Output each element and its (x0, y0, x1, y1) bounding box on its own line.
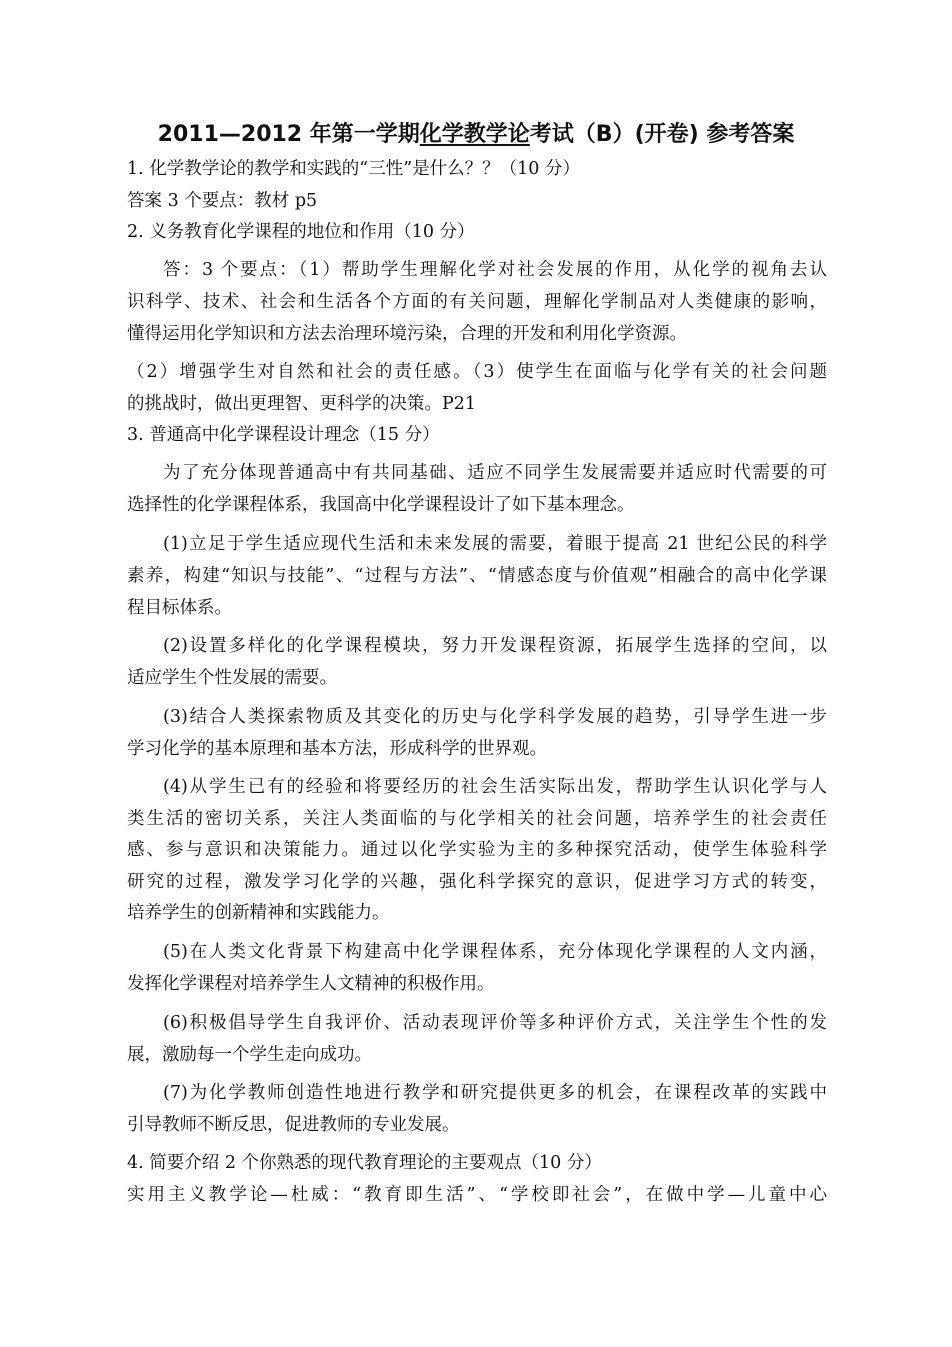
answer-2-line: 答：3 个要点：（1）帮助学生理解化学对社会发展的作用，从化学的视角去认 (163, 260, 827, 280)
question-3: 3. 普通高中化学课程设计理念（15 分） (127, 425, 440, 445)
question-1: 1. 化学教学论的教学和实践的“三性”是什么？？（10 分） (127, 159, 580, 179)
principle-4-line: 感、参与意识和决策能力。通过以化学实验为主的多种探究活动，使学生体验科学 (127, 840, 827, 860)
answer-3-intro-line: 为了充分体现普通高中有共同基础、适应不同学生发展需要并适应时代需要的可 (163, 463, 827, 483)
principle-5-line: 发挥化学课程对培养学生人文精神的积极作用。 (127, 974, 495, 994)
answer-2-line: 的挑战时，做出更理智、更科学的决策。P21 (127, 394, 477, 414)
principle-6-line: 展，激励每一个学生走向成功。 (127, 1045, 372, 1065)
answer-2-line: （2）增强学生对自然和社会的责任感。（3）使学生在面临与化学有关的社会问题 (127, 362, 827, 382)
question-4: 4. 简要介绍 2 个你熟悉的现代教育理论的主要观点（10 分） (127, 1153, 602, 1173)
principle-1-line: 素养，构建“知识与技能”、“过程与方法”、“情感态度与价值观”相融合的高中化学课 (127, 566, 827, 586)
principle-2-line: 适应学生个性发展的需要。 (127, 668, 337, 688)
principle-3-line: (3)结合人类探索物质及其变化的历史与化学科学发展的趋势，引导学生进一步 (163, 707, 827, 727)
principle-7-line: (7)为化学教师创造性地进行教学和研究提供更多的机会，在课程改革的实践中 (163, 1083, 827, 1103)
principle-1-line: (1)立足于学生适应现代生活和未来发展的需要，着眼于提高 21 世纪公民的科学 (163, 534, 827, 554)
principle-4-line: 培养学生的创新精神和实践能力。 (127, 903, 390, 923)
principle-4-line: (4)从学生已有的经验和将要经历的社会生活实际出发，帮助学生认识化学与人 (163, 777, 827, 797)
principle-6-line: (6)积极倡导学生自我评价、活动表现评价等多种评价方式，关注学生个性的发 (163, 1013, 827, 1033)
title-course-name: 化学教学论 (419, 122, 530, 147)
principle-2-line: (2)设置多样化的化学课程模块，努力开发课程资源，拓展学生选择的空间，以 (163, 636, 827, 656)
principle-5-line: (5)在人类文化背景下构建高中化学课程体系，充分体现化学课程的人文内涵， (163, 942, 827, 962)
principle-3-line: 学习化学的基本原理和基本方法，形成科学的世界观。 (127, 739, 547, 759)
question-2: 2. 义务教育化学课程的地位和作用（10 分） (127, 222, 475, 242)
answer-1: 答案 3 个要点：教材 p5 (127, 191, 318, 211)
answer-4-line: 实用主义教学论—杜威：“教育即生活”、“学校即社会”，在做中学—儿童中心 (127, 1185, 827, 1205)
principle-7-line: 引导教师不断反思，促进教师的专业发展。 (127, 1115, 460, 1135)
principle-4-line: 研究的过程，激发学习化学的兴趣，强化科学探究的意识，促进学习方式的转变， (127, 872, 827, 892)
principle-1-line: 程目标体系。 (127, 598, 232, 618)
answer-2-line: 识科学、技术、社会和生活各个方面的有关问题，理解化学制品对人类健康的影响， (127, 292, 827, 312)
answer-2-line: 懂得运用化学知识和方法去治理环境污染，合理的开发和利用化学资源。 (127, 324, 687, 344)
title-suffix: 考试（B）(开卷) 参考答案 (529, 122, 795, 147)
answer-3-intro-line: 选择性的化学课程体系，我国高中化学课程设计了如下基本理念。 (127, 495, 635, 515)
title-prefix: 2011—2012 年第一学期 (157, 122, 420, 147)
page-title (0, 118, 952, 152)
principle-4-line: 类生活的密切关系，关注人类面临的与化学相关的社会问题，培养学生的社会责任 (127, 809, 827, 829)
